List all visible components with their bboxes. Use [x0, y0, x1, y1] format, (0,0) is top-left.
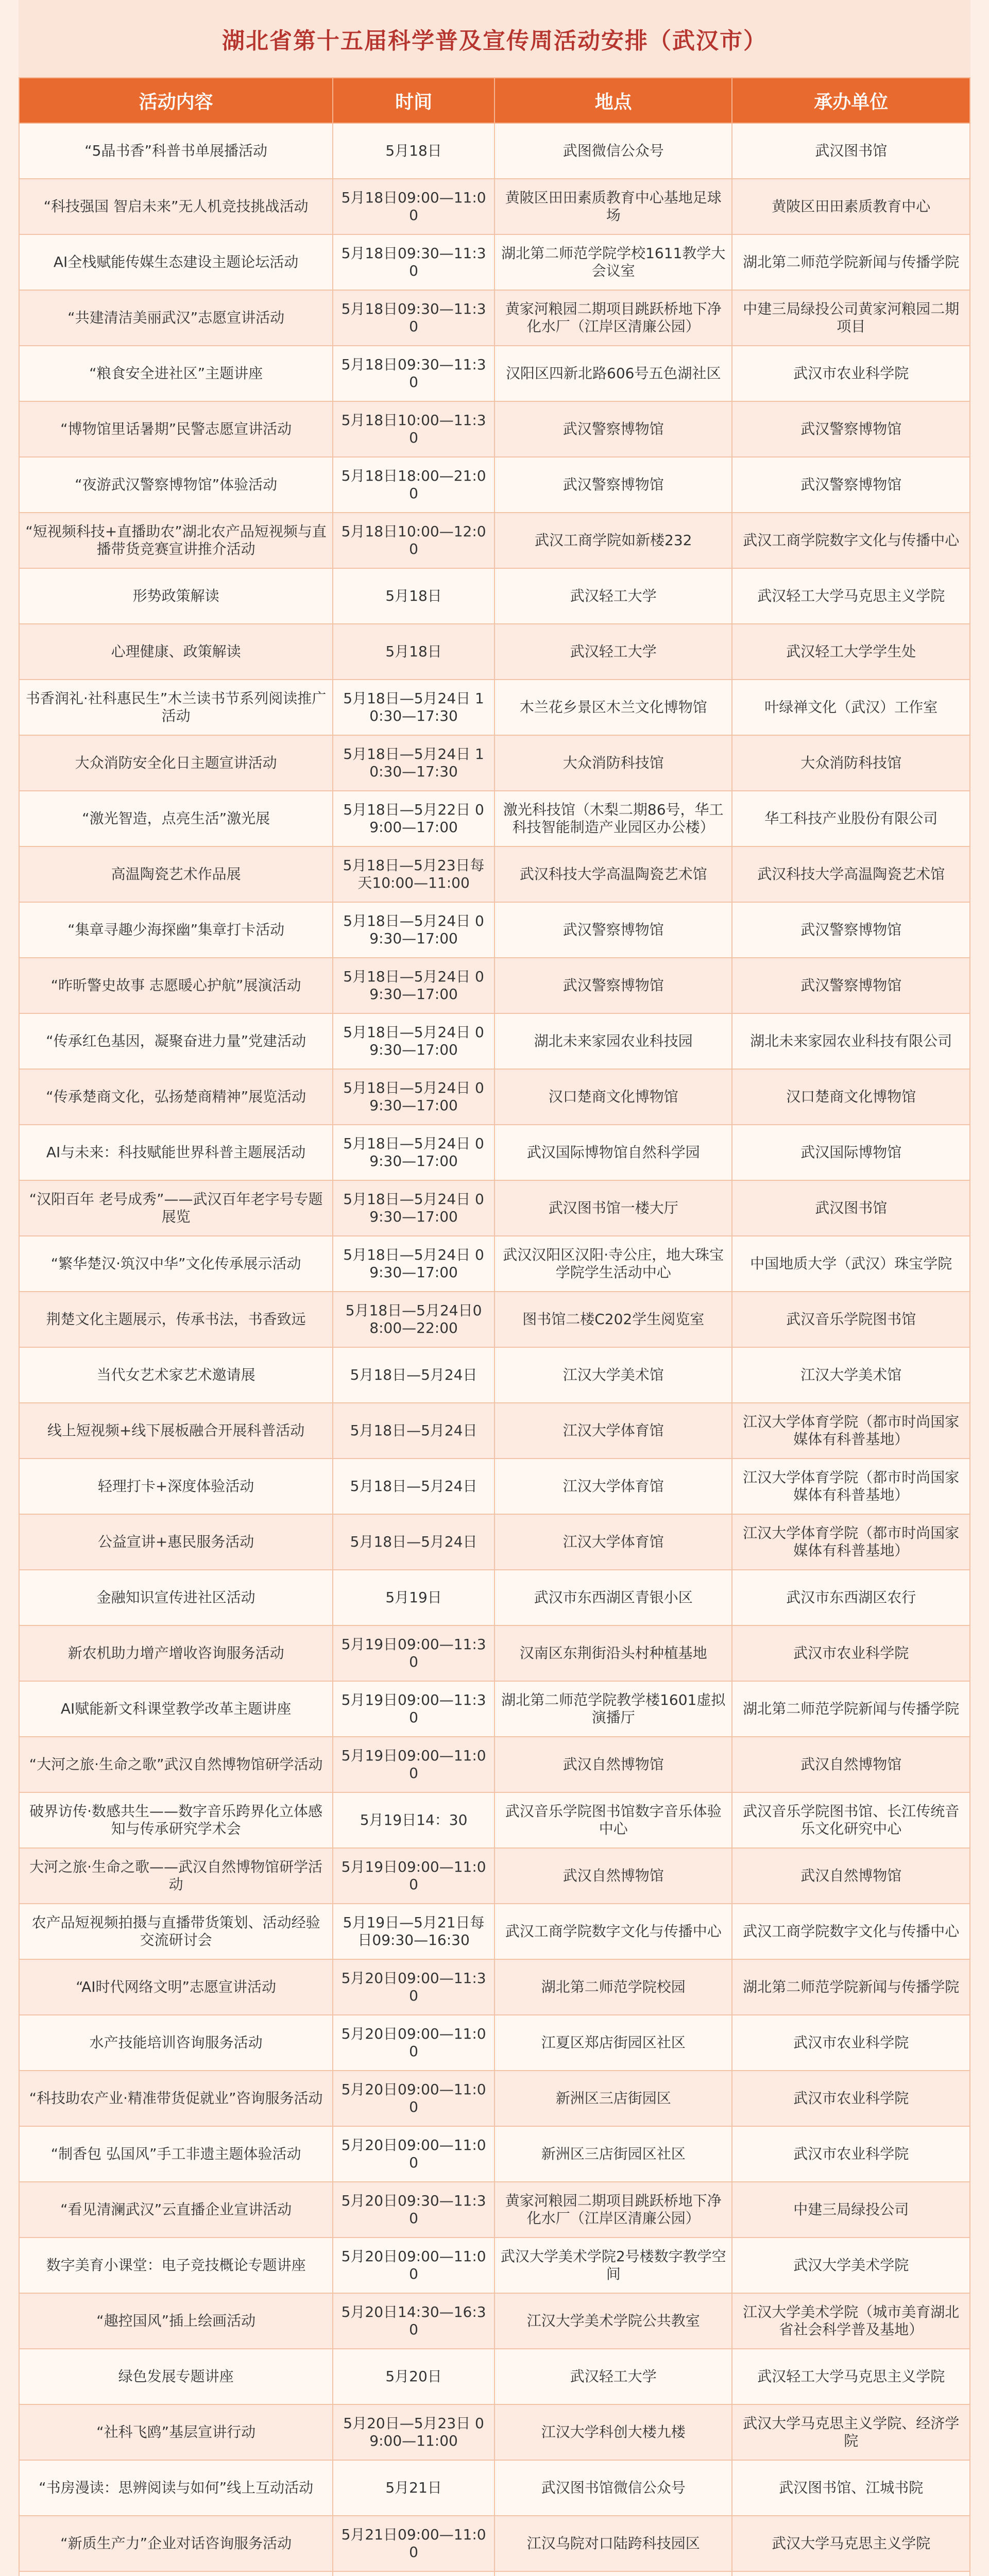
cell-time: 5月20日09:00—11:00	[333, 2015, 494, 2071]
cell-time: 5月18日—5月24日	[333, 1459, 494, 1514]
cell-location: 武汉工商学院如新楼232	[494, 513, 732, 568]
cell-location: 图书馆二楼C202学生阅览室	[494, 1292, 732, 1347]
cell-organizer: 武汉警察博物馆	[732, 401, 970, 457]
table-row	[19, 902, 970, 958]
cell-activity: “汉阳百年 老号成秀”——武汉百年老字号专题展览	[19, 1180, 333, 1236]
cell-location: 武汉国际博物馆自然科学园	[494, 1125, 732, 1180]
cell-organizer: 武汉工商学院数字文化与传播中心	[732, 1904, 970, 1959]
cell-activity: 绿色发展专题讲座	[19, 2349, 333, 2404]
cell-organizer: 武汉市农业科学院	[732, 2015, 970, 2071]
cell-time: 5月20日09:00—11:00	[333, 2238, 494, 2293]
table-row	[19, 513, 970, 568]
table-row	[19, 2349, 970, 2404]
page-title-bar	[19, 0, 970, 77]
table-row	[19, 1347, 970, 1403]
cell-location: 黄家河粮园二期项目跳跃桥地下净化水厂（江岸区清廉公园）	[494, 290, 732, 346]
cell-time: 5月18日—5月24日	[333, 1347, 494, 1403]
cell-organizer: 湖北未来家园农业科技有限公司	[732, 1013, 970, 1069]
cell-activity: “科技强国 智启未来”无人机竞技挑战活动	[19, 179, 333, 234]
table-row	[19, 2404, 970, 2460]
header-organizer: 承办单位	[732, 78, 970, 123]
table-header	[19, 78, 970, 123]
table-row	[19, 1069, 970, 1125]
cell-time: 5月18日	[333, 568, 494, 624]
cell-location: 湖北第二师范学院学校1611教学大会议室	[494, 234, 732, 290]
cell-location: 武汉市东西湖区青银小区	[494, 1570, 732, 1625]
cell-activity: “制香包 弘国风”手工非遗主题体验活动	[19, 2126, 333, 2182]
table-row	[19, 1514, 970, 1570]
cell-time: 5月20日—5月23日 09:00—11:00	[333, 2404, 494, 2460]
cell-activity: 金融知识宣传进社区活动	[19, 1570, 333, 1625]
cell-organizer: 武汉图书馆	[732, 1180, 970, 1236]
table-row	[19, 2238, 970, 2293]
page-title: 湖北省第十五届科学普及宣传周活动安排（武汉市）	[222, 28, 767, 54]
cell-organizer: 武汉警察博物馆	[732, 457, 970, 513]
cell-time: 5月21日	[333, 2460, 494, 2516]
cell-activity: “昨昕警史故事 志愿暖心护航”展演活动	[19, 958, 333, 1013]
cell-location: 武汉音乐学院图书馆数字音乐体验中心	[494, 1792, 732, 1848]
cell-time: 5月18日—5月24日 09:30—17:00	[333, 958, 494, 1013]
cell-time: 5月18日—5月24日 09:30—17:00	[333, 902, 494, 958]
cell-activity: 公益宣讲+惠民服务活动	[19, 1514, 333, 1570]
table-row	[19, 2293, 970, 2349]
cell-organizer: 武汉自然博物馆	[732, 1848, 970, 1904]
cell-time: 5月18日—5月24日 10:30—17:30	[333, 735, 494, 791]
cell-organizer: 武汉大学马克思主义学院、经济学院	[732, 2404, 970, 2460]
cell-organizer: 华工科技产业股份有限公司	[732, 791, 970, 846]
table-row	[19, 2015, 970, 2071]
cell-location: 江汉大学美术学院公共教室	[494, 2293, 732, 2349]
cell-organizer: 武汉图书馆、江城书院	[732, 2460, 970, 2516]
cell-organizer: 武汉图书馆	[732, 123, 970, 179]
cell-location: 武汉图书馆一楼大厅	[494, 1180, 732, 1236]
cell-activity: “博物馆里话暑期”民警志愿宣讲活动	[19, 401, 333, 457]
cell-location: 江夏区郑店街园区社区	[494, 2015, 732, 2071]
table-row	[19, 1625, 970, 1681]
cell-time: 5月18日—5月24日 09:30—17:00	[333, 1125, 494, 1180]
cell-time: 5月18日—5月24日08:00—22:00	[333, 1292, 494, 1347]
cell-location: 武汉大学美术学院2号楼数字教学空间	[494, 2238, 732, 2293]
cell-location: 江汉大学科创大楼九楼	[494, 2404, 732, 2460]
table-row	[19, 568, 970, 624]
cell-activity: “粮食安全进社区”主题讲座	[19, 346, 333, 401]
cell-time: 5月18日—5月24日 09:30—17:00	[333, 1236, 494, 1292]
cell-activity: 心理健康、政策解读	[19, 624, 333, 680]
cell-location: 激光科技馆（木梨二期86号，华工科技智能制造产业园区办公楼）	[494, 791, 732, 846]
cell-organizer	[732, 2571, 970, 2576]
cell-time: 5月18日09:30—11:30	[333, 290, 494, 346]
table-row	[19, 624, 970, 680]
table-row	[19, 179, 970, 234]
cell-time: 5月18日—5月24日 09:30—17:00	[333, 1013, 494, 1069]
table-body	[19, 123, 970, 2576]
header-activity: 活动内容	[19, 78, 333, 123]
cell-activity: 线上短视频+线下展板融合开展科普活动	[19, 1403, 333, 1459]
cell-location: 武汉警察博物馆	[494, 958, 732, 1013]
cell-organizer: 武汉自然博物馆	[732, 1737, 970, 1792]
cell-location: 大众消防科技馆	[494, 735, 732, 791]
cell-organizer: 中建三局绿投公司黄家河粮园二期项目	[732, 290, 970, 346]
cell-location: 汉南区东荆街沿头村种植基地	[494, 1625, 732, 1681]
cell-time: 5月19日09:00—11:00	[333, 1848, 494, 1904]
cell-activity: “新质生产力”企业对话咨询服务活动	[19, 2516, 333, 2571]
cell-organizer: 江汉大学美术学院（城市美育湖北省社会科学普及基地）	[732, 2293, 970, 2349]
cell-location: 黄家河粮园二期项目跳跃桥地下净化水厂（江岸区清廉公园）	[494, 2182, 732, 2238]
cell-time: 5月18日18:00—21:00	[333, 457, 494, 513]
cell-activity: 书香润礼·社科惠民生”木兰读书节系列阅读推广活动	[19, 680, 333, 735]
cell-activity: 破界访传·数感共生——数字音乐跨界化立体感知与传承研究学术会	[19, 1792, 333, 1848]
table-row	[19, 2126, 970, 2182]
cell-time: 5月18日09:30—11:30	[333, 234, 494, 290]
cell-activity: 当代女艺术家艺术邀请展	[19, 1347, 333, 1403]
cell-organizer: 武汉警察博物馆	[732, 902, 970, 958]
cell-location: 武图微信公众号	[494, 123, 732, 179]
cell-activity: “看见清澜武汉”云直播企业宣讲活动	[19, 2182, 333, 2238]
cell-location: 湖北第二师范学院校园	[494, 1959, 732, 2015]
cell-activity: “社科飞鸥”基层宣讲行动	[19, 2404, 333, 2460]
table-row	[19, 1403, 970, 1459]
table-row	[19, 1570, 970, 1625]
cell-activity: “趣控国风”插上绘画活动	[19, 2293, 333, 2349]
cell-time: 5月18日10:00—12:00	[333, 513, 494, 568]
cell-activity: 农产品短视频拍摄与直播带货策划、活动经验交流研讨会	[19, 1904, 333, 1959]
cell-location: 武汉警察博物馆	[494, 401, 732, 457]
cell-activity: “共建清洁美丽武汉”志愿宣讲活动	[19, 290, 333, 346]
cell-activity: AI全栈赋能传媒生态建设主题论坛活动	[19, 234, 333, 290]
cell-location: 汉阳区四新北路606号五色湖社区	[494, 346, 732, 401]
cell-time	[333, 2571, 494, 2576]
cell-organizer: 武汉市农业科学院	[732, 2071, 970, 2126]
table-row	[19, 1459, 970, 1514]
cell-location: 武汉科技大学高温陶瓷艺术馆	[494, 846, 732, 902]
cell-location: 武汉工商学院数字文化与传播中心	[494, 1904, 732, 1959]
table-row	[19, 1904, 970, 1959]
cell-location: 武汉警察博物馆	[494, 457, 732, 513]
cell-time: 5月18日—5月24日	[333, 1514, 494, 1570]
cell-organizer: 黄陂区田田素质教育中心	[732, 179, 970, 234]
table-row	[19, 2182, 970, 2238]
cell-time: 5月18日	[333, 624, 494, 680]
cell-organizer: 武汉市农业科学院	[732, 1625, 970, 1681]
cell-time: 5月19日14：30	[333, 1792, 494, 1848]
cell-organizer: 武汉工商学院数字文化与传播中心	[732, 513, 970, 568]
table-row	[19, 401, 970, 457]
cell-organizer: 武汉市农业科学院	[732, 346, 970, 401]
table-row	[19, 2460, 970, 2516]
cell-organizer: 武汉警察博物馆	[732, 958, 970, 1013]
cell-activity: 新农机助力增产增收咨询服务活动	[19, 1625, 333, 1681]
cell-organizer: 江汉大学体育学院（都市时尚国家媒体有科普基地）	[732, 1403, 970, 1459]
cell-activity: 大众消防安全化日主题宣讲活动	[19, 735, 333, 791]
table-row	[19, 1792, 970, 1848]
table-row	[19, 346, 970, 401]
cell-time: 5月19日09:00—11:30	[333, 1625, 494, 1681]
cell-location: 武汉轻工大学	[494, 2349, 732, 2404]
cell-organizer: 武汉音乐学院图书馆	[732, 1292, 970, 1347]
cell-location: 湖北第二师范学院教学楼1601虚拟演播厅	[494, 1681, 732, 1737]
cell-location: 武汉轻工大学	[494, 624, 732, 680]
cell-activity: AI赋能新文科课堂教学改革主题讲座	[19, 1681, 333, 1737]
cell-time: 5月20日09:00—11:00	[333, 2071, 494, 2126]
cell-time: 5月20日09:30—11:30	[333, 2182, 494, 2238]
cell-organizer: 叶绿禅文化（武汉）工作室	[732, 680, 970, 735]
activity-table	[19, 77, 970, 2576]
cell-location: 新洲区三店街园区	[494, 2071, 732, 2126]
cell-time: 5月18日—5月24日	[333, 1403, 494, 1459]
cell-location: 江汉大学美术馆	[494, 1347, 732, 1403]
cell-time: 5月18日	[333, 123, 494, 179]
cell-organizer: 武汉轻工大学马克思主义学院	[732, 568, 970, 624]
cell-activity: 数字美育小课堂：电子竞技概论专题讲座	[19, 2238, 333, 2293]
table-row	[19, 1236, 970, 1292]
cell-activity: 形势政策解读	[19, 568, 333, 624]
cell-location: 武汉警察博物馆	[494, 902, 732, 958]
cell-time: 5月18日—5月22日 09:00—17:00	[333, 791, 494, 846]
cell-organizer: 武汉大学美术学院	[732, 2238, 970, 2293]
cell-organizer: 湖北第二师范学院新闻与传播学院	[732, 1681, 970, 1737]
table-row	[19, 1848, 970, 1904]
cell-activity: 水产技能培训咨询服务活动	[19, 2015, 333, 2071]
header-row	[19, 78, 970, 123]
cell-organizer: 武汉音乐学院图书馆、长江传统音乐文化研究中心	[732, 1792, 970, 1848]
table-row	[19, 1013, 970, 1069]
table-row	[19, 735, 970, 791]
table-row	[19, 680, 970, 735]
cell-time: 5月18日—5月24日 09:30—17:00	[333, 1069, 494, 1125]
cell-activity: “集章寻趣少海探幽”集章打卡活动	[19, 902, 333, 958]
cell-time: 5月19日—5月21日每日09:30—16:30	[333, 1904, 494, 1959]
cell-location: 江汉大学体育馆	[494, 1514, 732, 1570]
table-row	[19, 1959, 970, 2015]
cell-activity	[19, 2571, 333, 2576]
cell-time: 5月19日	[333, 1570, 494, 1625]
table-row	[19, 791, 970, 846]
cell-location: 木兰花乡景区木兰文化博物馆	[494, 680, 732, 735]
cell-time: 5月20日	[333, 2349, 494, 2404]
cell-activity: “科技助农产业·精准带货促就业”咨询服务活动	[19, 2071, 333, 2126]
cell-location: 武汉汉阳区汉阳·寺公庄，地大珠宝学院学生活动中心	[494, 1236, 732, 1292]
cell-location: 湖北未来家园农业科技园	[494, 1013, 732, 1069]
cell-location: 黄陂区田田素质教育中心基地足球场	[494, 179, 732, 234]
cell-time: 5月18日—5月24日 09:30—17:00	[333, 1180, 494, 1236]
cell-location: 新洲区三店街园区社区	[494, 2126, 732, 2182]
cell-time: 5月18日09:30—11:30	[333, 346, 494, 401]
cell-time: 5月21日09:00—11:00	[333, 2516, 494, 2571]
header-location: 地点	[494, 78, 732, 123]
cell-organizer: 大众消防科技馆	[732, 735, 970, 791]
cell-location	[494, 2571, 732, 2576]
cell-organizer: 中建三局绿投公司	[732, 2182, 970, 2238]
table-row	[19, 1737, 970, 1792]
cell-activity: “激光智造，点亮生活”激光展	[19, 791, 333, 846]
table-row	[19, 123, 970, 179]
cell-organizer: 中国地质大学（武汉）珠宝学院	[732, 1236, 970, 1292]
header-time: 时间	[333, 78, 494, 123]
cell-location: 武汉自然博物馆	[494, 1848, 732, 1904]
cell-organizer: 武汉国际博物馆	[732, 1125, 970, 1180]
cell-time: 5月20日14:30—16:30	[333, 2293, 494, 2349]
table-row	[19, 958, 970, 1013]
cell-activity: “大河之旅·生命之歌”武汉自然博物馆研学活动	[19, 1737, 333, 1792]
table-row	[19, 1125, 970, 1180]
cell-time: 5月19日09:00—11:00	[333, 1737, 494, 1792]
cell-activity: “传承楚商文化，弘扬楚商精神”展览活动	[19, 1069, 333, 1125]
table-row	[19, 1681, 970, 1737]
cell-time: 5月19日09:00—11:30	[333, 1681, 494, 1737]
cell-organizer: 武汉市东西湖区农行	[732, 1570, 970, 1625]
table-row	[19, 846, 970, 902]
table-row	[19, 234, 970, 290]
cell-activity: “繁华楚汉·筑汉中华”文化传承展示活动	[19, 1236, 333, 1292]
cell-activity: “夜游武汉警察博物馆”体验活动	[19, 457, 333, 513]
table-row	[19, 2571, 970, 2576]
cell-organizer: 武汉市农业科学院	[732, 2126, 970, 2182]
table-row	[19, 457, 970, 513]
table-row	[19, 290, 970, 346]
cell-location: 武汉自然博物馆	[494, 1737, 732, 1792]
cell-organizer: 湖北第二师范学院新闻与传播学院	[732, 1959, 970, 2015]
table-row	[19, 1180, 970, 1236]
cell-location: 汉口楚商文化博物馆	[494, 1069, 732, 1125]
cell-time: 5月18日—5月23日每天10:00—11:00	[333, 846, 494, 902]
cell-organizer: 武汉轻工大学学生处	[732, 624, 970, 680]
cell-activity: “传承红色基因，凝聚奋进力量”党建活动	[19, 1013, 333, 1069]
cell-activity: 轻理打卡+深度体验活动	[19, 1459, 333, 1514]
cell-activity: “AI时代网络文明”志愿宣讲活动	[19, 1959, 333, 2015]
cell-organizer: 武汉轻工大学马克思主义学院	[732, 2349, 970, 2404]
cell-location: 江汉大学体育馆	[494, 1459, 732, 1514]
table-row	[19, 2071, 970, 2126]
cell-organizer: 汉口楚商文化博物馆	[732, 1069, 970, 1125]
cell-organizer: 武汉科技大学高温陶瓷艺术馆	[732, 846, 970, 902]
cell-location: 武汉轻工大学	[494, 568, 732, 624]
cell-organizer: 湖北第二师范学院新闻与传播学院	[732, 234, 970, 290]
cell-organizer: 江汉大学美术馆	[732, 1347, 970, 1403]
cell-time: 5月20日09:00—11:30	[333, 1959, 494, 2015]
cell-activity: “书房漫读：思辨阅读与如何”线上互动活动	[19, 2460, 333, 2516]
table-row	[19, 2516, 970, 2571]
cell-activity: 大河之旅·生命之歌——武汉自然博物馆研学活动	[19, 1848, 333, 1904]
cell-organizer: 江汉大学体育学院（都市时尚国家媒体有科普基地）	[732, 1514, 970, 1570]
cell-location: 江汉乌院对口陆跨科技园区	[494, 2516, 732, 2571]
cell-time: 5月18日09:00—11:00	[333, 179, 494, 234]
cell-activity: AI与未来：科技赋能世界科普主题展活动	[19, 1125, 333, 1180]
cell-time: 5月18日10:00—11:30	[333, 401, 494, 457]
cell-activity: 高温陶瓷艺术作品展	[19, 846, 333, 902]
cell-time: 5月18日—5月24日 10:30—17:30	[333, 680, 494, 735]
cell-location: 武汉图书馆微信公众号	[494, 2460, 732, 2516]
cell-activity: “短视频科技+直播助农”湖北农产品短视频与直播带货竞赛宣讲推介活动	[19, 513, 333, 568]
table-row	[19, 1292, 970, 1347]
cell-time: 5月20日09:00—11:00	[333, 2126, 494, 2182]
cell-activity: 荆楚文化主题展示，传承书法，书香致远	[19, 1292, 333, 1347]
cell-organizer: 武汉大学马克思主义学院	[732, 2516, 970, 2571]
cell-organizer: 江汉大学体育学院（都市时尚国家媒体有科普基地）	[732, 1459, 970, 1514]
cell-activity: “5晶书香”科普书单展播活动	[19, 123, 333, 179]
cell-location: 江汉大学体育馆	[494, 1403, 732, 1459]
